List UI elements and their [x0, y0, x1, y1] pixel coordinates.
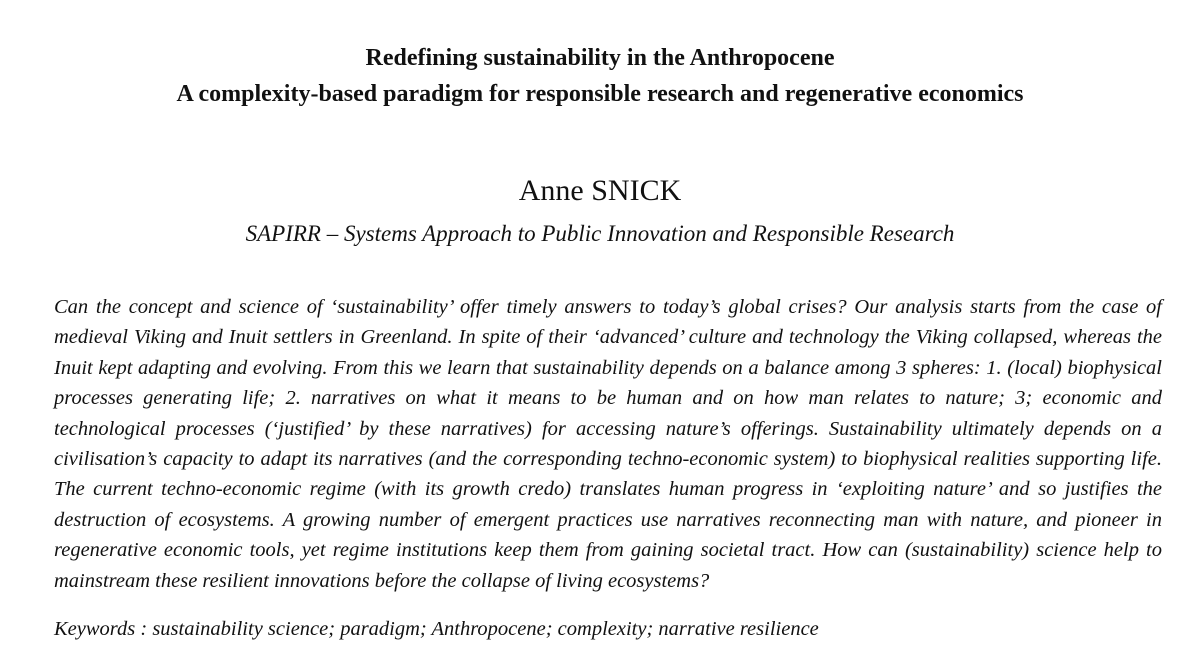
paper-title: [0, 40, 1200, 112]
author-name: Anne SNICK: [518, 174, 682, 207]
abstract-paragraph: Can the concept and science of ‘sustainability’ offer timely answers to today’s global crises? Our analysis starts from the case of medieval Viking and Inuit settlers in Greenland. In spite of their ‘advanced’ culture and technology the Viking collapsed, whereas the Inuit kept adapting and evolving. From this we learn that sustainability depends on a balance among 3 spheres: 1. (local) biophysical processes generating life; 2. narratives on what it means to be human and on how man relates to nature; 3; economic and technological processes (‘justified’ by these narratives) for accessing nature’s offerings. Sustainability ultimately depends on a civilisation’s capacity to adapt its narratives (and the corresponding techno-economic system) to biophysical realities supporting life. The current techno-economic regime (with its growth credo) translates human progress in ‘exploiting nature’ and so justifies the destruction of ecosystems. A growing number of emergent practices use narratives reconnecting man with nature, and pioneer in regenerative economic tools, yet regime institutions keep them from gaining societal tract. How can (sustainability) science help to mainstream these resilient innovations before the collapse of living ecosystems?: [54, 296, 1162, 592]
title-line-2: A complexity-based paradigm for responsible research and regenerative economics: [176, 81, 1024, 107]
author-affiliation: SAPIRR – Systems Approach to Public Innovation and Responsible Research: [245, 221, 955, 246]
keywords-line: Keywords : sustainability science; paradigm; Anthropocene; complexity; narrative resilience: [54, 618, 819, 640]
title-line-1: Redefining sustainability in the Anthropocene: [365, 45, 835, 71]
